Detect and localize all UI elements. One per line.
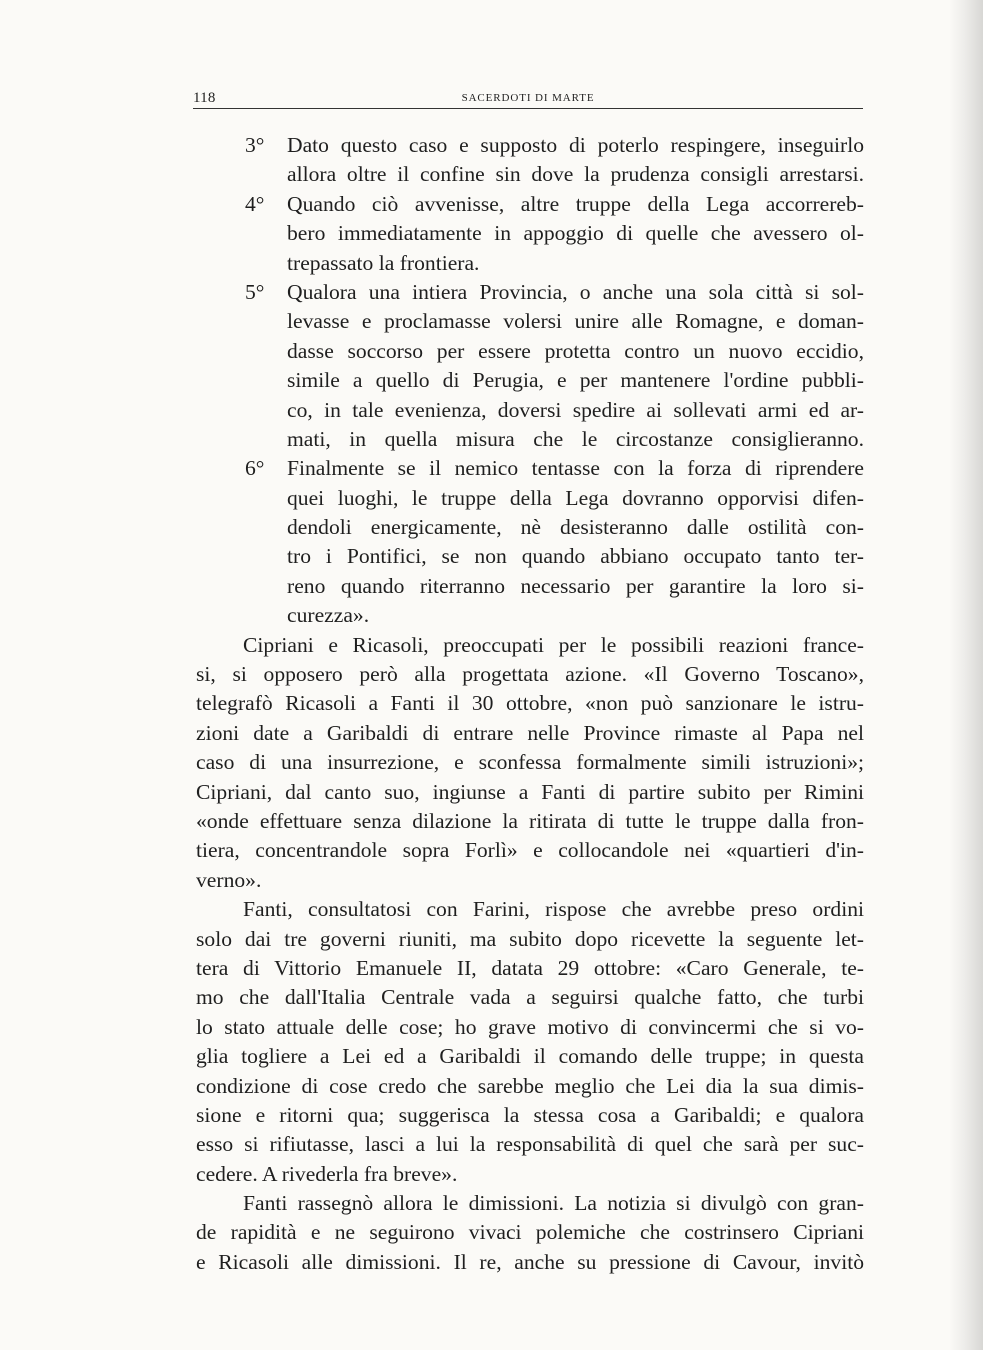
text-line: 3° Dato questo caso e supposto di poterlo respingere, inseguirlo xyxy=(196,131,864,160)
text-line: esso si rifiutasse, lasci a lui la responsabilità di quel che sarà per suc- xyxy=(196,1132,864,1157)
text-line: glia togliere a Lei ed a Garibaldi il comando delle truppe; in questa xyxy=(196,1044,864,1069)
list-marker: 5° xyxy=(245,279,265,304)
text-line: 6° Finalmente se il nemico tentasse con la forza di riprendere xyxy=(196,454,864,483)
text-line: e Ricasoli alle dimissioni. Il re, anche su pressione di Cavour, invitò xyxy=(196,1249,864,1274)
text-line: condizione di cose credo che sarebbe meglio che Lei dia la sua dimis- xyxy=(196,1073,864,1098)
text-block xyxy=(196,131,864,1277)
text-line: sione e ritorni qua; suggerisca la stessa cosa a Garibaldi; e qualora xyxy=(196,1102,864,1127)
list-item xyxy=(196,190,864,278)
text-line: mati, in quella misura che le circostanze consiglieranno. xyxy=(287,426,864,451)
list-item xyxy=(196,454,864,630)
text-line: dasse soccorso per essere protetta contro un nuovo eccidio, xyxy=(287,338,864,363)
text-line: lo stato attuale delle cose; ho grave motivo di convincermi che si vo- xyxy=(196,1014,864,1039)
text-line: si, si opposero però alla progettata azione. «Il Governo Toscano», xyxy=(196,662,864,687)
running-head xyxy=(193,88,863,109)
text-line: allora oltre il confine sin dove la prudenza consigli arrestarsi. xyxy=(287,162,864,187)
running-title: SACERDOTI DI MARTE xyxy=(461,92,595,104)
text-line: 4° Quando ciò avvenisse, altre truppe della Lega accorrereb- xyxy=(196,190,864,219)
text-line: Cipriani e Ricasoli, preoccupati per le possibili reazioni france- xyxy=(243,632,864,657)
text-line: Fanti rassegnò allora le dimissioni. La notizia si divulgò con gran- xyxy=(243,1191,864,1216)
text-line: simile a quello di Perugia, e per mantenere l'ordine pubbli- xyxy=(287,368,864,393)
text-line: de rapidità e ne seguirono vivaci polemiche che costrinsero Cipriani xyxy=(196,1220,864,1245)
text-line: curezza». xyxy=(287,603,370,628)
text-line: «onde effettuare senza dilazione la ritirata di tutte le truppe dalla fron- xyxy=(196,808,864,833)
text-line: tiera, concentrandole sopra Forlì» e collocandole nei «quartieri d'in- xyxy=(196,838,864,863)
text-line: reno quando riterranno necessario per garantire la loro si- xyxy=(287,573,864,598)
page-number: 118 xyxy=(193,90,216,106)
text-line: mo che dall'Italia Centrale vada a seguirsi qualche fatto, che turbi xyxy=(196,985,864,1010)
text-line: tera di Vittorio Emanuele II, datata 29 ottobre: «Caro Generale, te- xyxy=(196,955,864,980)
text-line: verno». xyxy=(196,867,262,892)
text-line: quei luoghi, le truppe della Lega dovranno opporvisi difen- xyxy=(287,485,864,510)
text-line: bero immediatamente in appoggio di quelle che avessero ol- xyxy=(287,221,864,246)
paragraph xyxy=(196,631,864,896)
text-line: caso di una insurrezione, e sconfessa formalmente simili istruzioni»; xyxy=(196,750,864,775)
text-line: cedere. A rivederla fra breve». xyxy=(196,1161,458,1186)
text-line: co, in tale evenienza, doversi spedire ai sollevati armi ed ar- xyxy=(287,397,864,422)
text-line: levasse e proclamasse volersi unire alle Romagne, e doman- xyxy=(287,309,864,334)
text-line: dendoli energicamente, nè desisteranno dalle ostilità con- xyxy=(287,515,864,540)
text-line: Fanti, consultatosi con Farini, rispose che avrebbe preso ordini xyxy=(243,897,864,922)
page-edge-shadow xyxy=(949,0,983,1350)
list-item xyxy=(196,131,864,190)
text-line: 5° Qualora una intiera Provincia, o anche una sola città si sol- xyxy=(196,278,864,307)
text-line: telegrafò Ricasoli a Fanti il 30 ottobre, «non può sanzionare le istru- xyxy=(196,691,864,716)
list-item xyxy=(196,278,864,454)
paragraph xyxy=(196,1189,864,1277)
paragraph xyxy=(196,895,864,1189)
list-marker: 3° xyxy=(245,133,265,157)
list-marker: 4° xyxy=(245,191,265,216)
text-line: solo dai tre governi riuniti, ma subito dopo ricevette la seguente let- xyxy=(196,926,864,951)
text-line: tro i Pontifici, se non quando abbiano occupato tanto ter- xyxy=(287,544,864,569)
text-line: zioni date a Garibaldi di entrare nelle Province rimaste al Papa nel xyxy=(196,720,864,745)
text-line: Cipriani, dal canto suo, ingiunse a Fanti di partire subito per Rimini xyxy=(196,779,864,804)
list-marker: 6° xyxy=(245,456,265,481)
text-line: trepassato la frontiera. xyxy=(287,250,480,275)
